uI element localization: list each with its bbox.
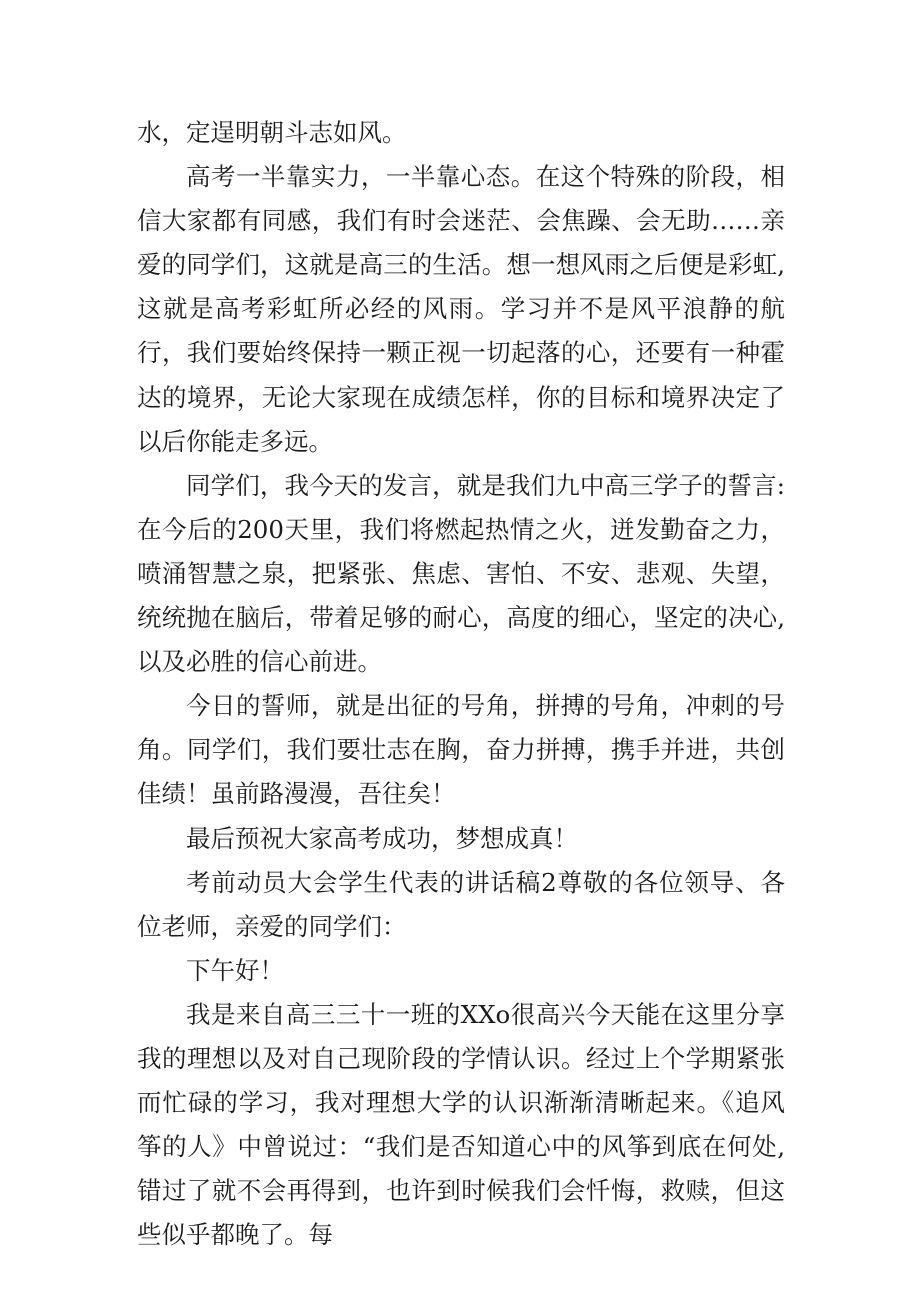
paragraph-3: 同学们，我今天的发言，就是我们九中高三学子的誓言:在今后的200天里，我们将燃起热情之火，迸发勤奋之力，喷涌智慧之泉，把紧张、焦虑、害怕、不安、悲观、失望，统统抛在脑后，带着足够的耐心，高度的细心，坚定的决心,以及必胜的信心前进。 bbox=[137, 470, 785, 677]
paragraph-8: 我是来自高三三十一班的XXo很高兴今天能在这里分享我的理想以及对自己现阶段的学情认识。经过上个学期紧张而忙碌的学习，我对理想大学的认识渐渐清晰起来。《追风筝的人》中曾说过：“我们是否知道心中的风筝到底在何处,错过了就不会再得到，也许到时候我们会忏悔，救赎，但这些似乎都晚了。每 bbox=[137, 999, 785, 1250]
paragraph-2: 高考一半靠实力，一半靠心态。在这个特殊的阶段，相信大家都有同感，我们有时会迷茫、会焦躁、会无助……亲爱的同学们，这就是高三的生活。想一想风雨之后便是彩虹,这就是高考彩虹所必经的风雨。学习并不是风平浪静的航行，我们要始终保持一颗正视一切起落的心，还要有一种霍达的境界，无论大家现在成绩怎样，你的目标和境界决定了以后你能走多远。 bbox=[137, 162, 785, 456]
paragraph-5: 最后预祝大家高考成功，梦想成真！ bbox=[186, 823, 578, 853]
document-body bbox=[137, 111, 785, 1257]
paragraph-7: 下午好！ bbox=[186, 955, 284, 985]
paragraph-6: 考前动员大会学生代表的讲话稿2尊敬的各位领导、各位老师，亲爱的同学们： bbox=[137, 867, 785, 941]
paragraph-1: 水，定逞明朝斗志如风。 bbox=[137, 118, 407, 147]
paragraph-4: 今日的誓师，就是出征的号角，拼搏的号角，冲刺的号角。同学们，我们要壮志在胸，奋力拼搏，携手并进，共创佳绩！虽前路漫漫，吾往矣！ bbox=[137, 691, 785, 809]
